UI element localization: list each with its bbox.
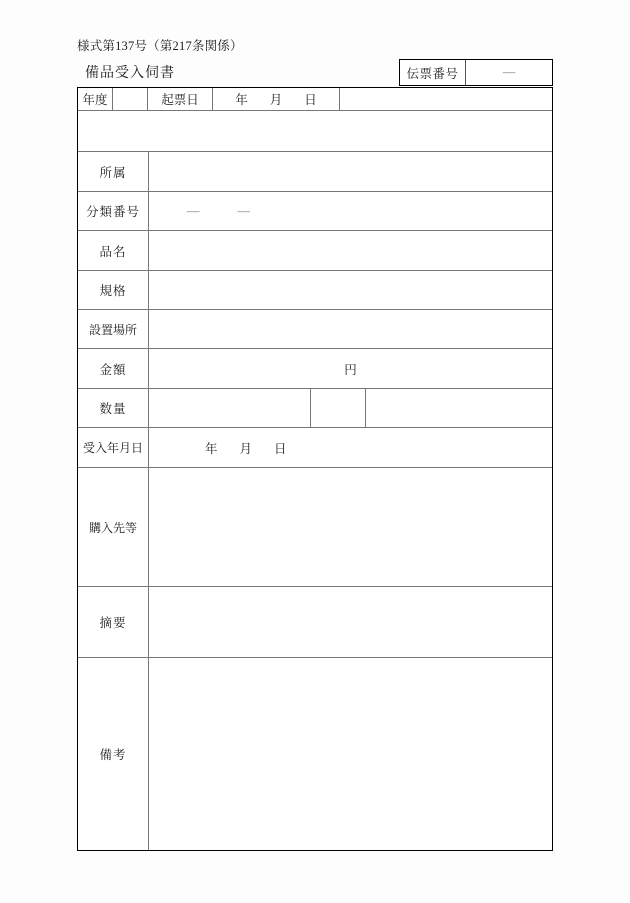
draft-date-input[interactable] xyxy=(213,88,340,110)
supplier-input[interactable] xyxy=(149,468,552,586)
table-row-remarks xyxy=(78,658,552,850)
specification-input[interactable] xyxy=(149,271,552,309)
table-row-item-name xyxy=(78,231,552,271)
table-row-specification xyxy=(78,271,552,310)
blank-row-input[interactable] xyxy=(78,111,552,151)
table-row-amount xyxy=(78,349,552,389)
classification-number-label: 分類番号 xyxy=(78,192,149,230)
amount-label: 金額 xyxy=(78,349,149,388)
quantity-label: 数量 xyxy=(78,389,149,427)
draft-date-year-unit: 年 xyxy=(235,93,248,107)
main-form-table xyxy=(77,87,553,851)
classification-dash-1: — xyxy=(187,203,200,218)
affiliation-input[interactable] xyxy=(149,152,552,191)
fiscal-year-input[interactable] xyxy=(113,88,148,110)
amount-input[interactable] xyxy=(149,349,552,388)
remarks-label: 備考 xyxy=(78,658,149,850)
item-name-input[interactable] xyxy=(149,231,552,270)
slip-number-box xyxy=(399,59,553,86)
supplier-label: 購入先等 xyxy=(78,468,149,586)
receipt-date-year-unit: 年 xyxy=(205,441,218,456)
table-row-receipt-date xyxy=(78,428,552,468)
draft-row-extra-cell[interactable] xyxy=(340,88,552,110)
receipt-date-input[interactable] xyxy=(149,428,552,467)
specification-label: 規格 xyxy=(78,271,149,309)
summary-label: 摘要 xyxy=(78,587,149,657)
table-row-quantity xyxy=(78,389,552,428)
item-name-label: 品名 xyxy=(78,231,149,270)
summary-input[interactable] xyxy=(149,587,552,657)
classification-number-input[interactable] xyxy=(149,192,552,230)
table-row-affiliation xyxy=(78,152,552,192)
draft-date-label: 起票日 xyxy=(148,88,213,110)
quantity-unit-input[interactable] xyxy=(311,389,366,427)
table-row-classification-number xyxy=(78,192,552,231)
remarks-input[interactable] xyxy=(149,658,552,850)
table-row-fiscal-year xyxy=(78,88,552,111)
quantity-extra-input[interactable] xyxy=(366,389,552,427)
affiliation-label: 所属 xyxy=(78,152,149,191)
slip-number-label: 伝票番号 xyxy=(400,60,466,85)
table-row-summary xyxy=(78,587,552,658)
slip-number-value[interactable]: — xyxy=(502,65,516,79)
amount-currency-unit: 円 xyxy=(344,362,357,377)
draft-date-day-unit: 日 xyxy=(304,93,317,107)
receipt-date-label: 受入年月日 xyxy=(78,428,149,467)
table-row-blank xyxy=(78,111,552,152)
document-title: 備品受入伺書 xyxy=(85,66,175,81)
installation-location-input[interactable] xyxy=(149,310,552,348)
installation-location-label: 設置場所 xyxy=(78,310,149,348)
classification-dash-2: — xyxy=(237,203,250,218)
receipt-date-day-unit: 日 xyxy=(274,441,287,456)
quantity-input[interactable] xyxy=(149,389,311,427)
table-row-supplier xyxy=(78,468,552,587)
table-row-installation-location xyxy=(78,310,552,349)
form-code-label: 様式第137号（第217条関係） xyxy=(77,39,243,53)
fiscal-year-label: 年度 xyxy=(78,88,113,110)
receipt-date-month-unit: 月 xyxy=(239,441,253,456)
draft-date-month-unit: 月 xyxy=(269,93,283,107)
